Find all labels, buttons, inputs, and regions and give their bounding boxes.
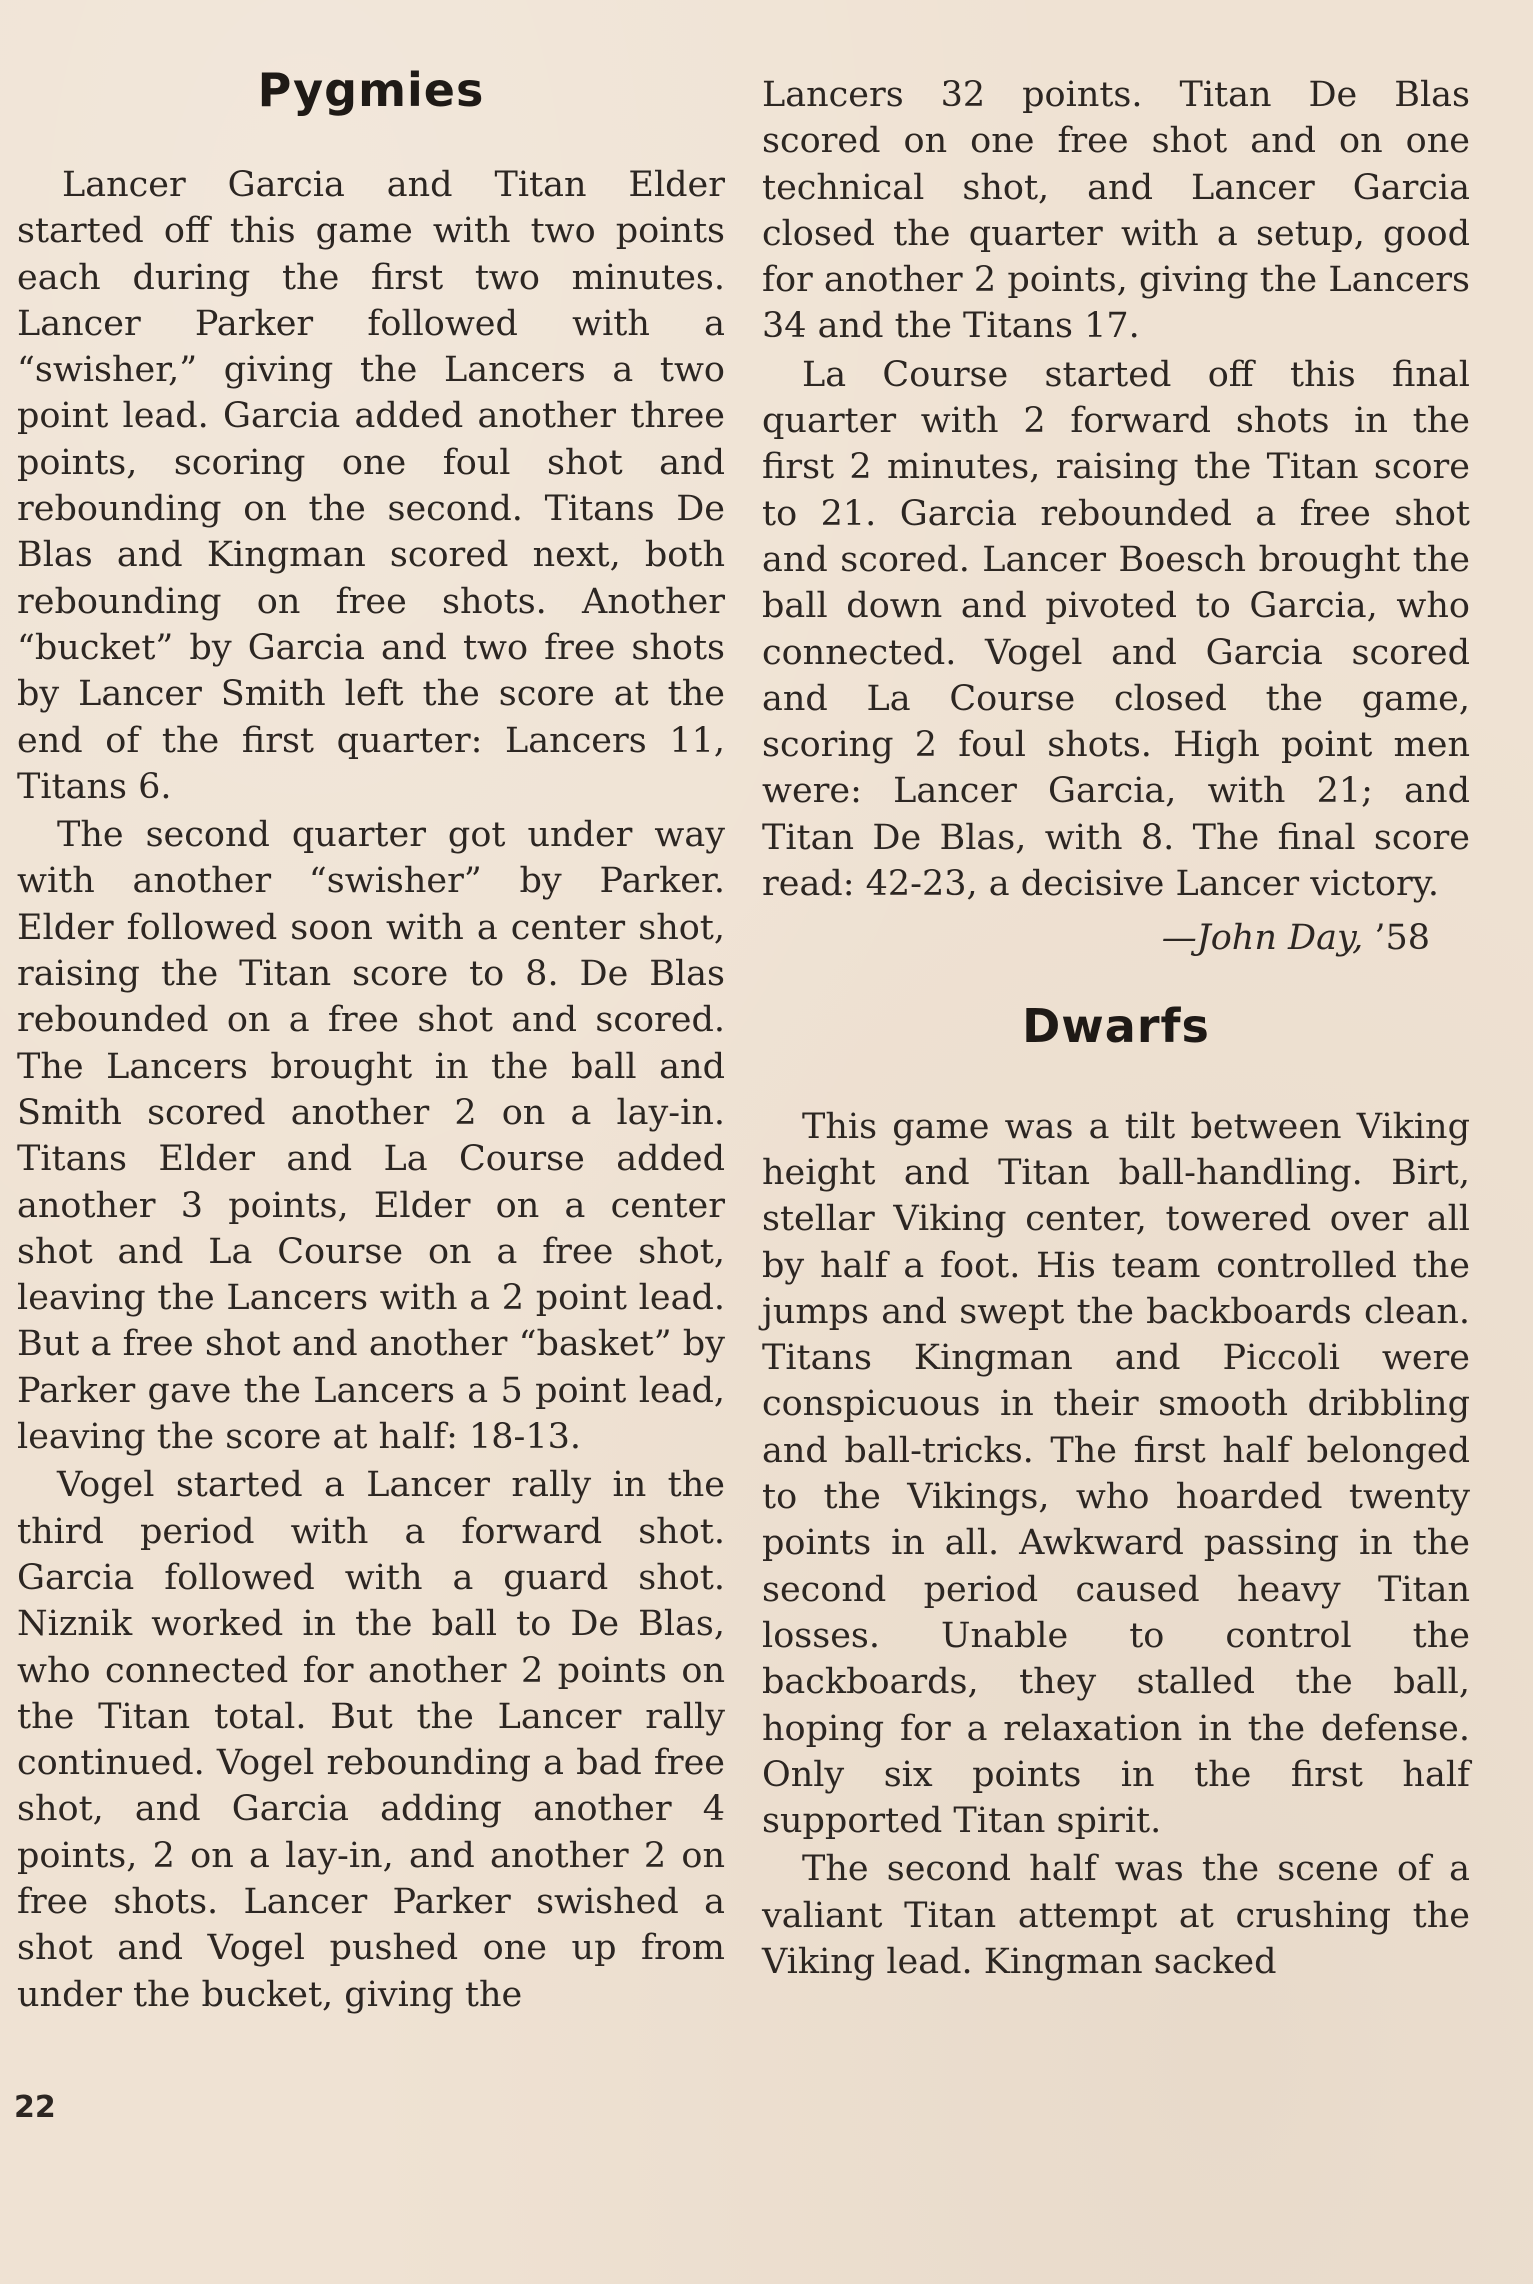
dwarfs-paragraph-2: The second half was the scene of a valiant Titan attempt at crushing the Viking lead. Kingman sacked <box>762 1849 1470 1982</box>
page-number: 22 <box>14 2090 56 2125</box>
pygmies-continuation: Lancers 32 points. Titan De Blas scored on one free shot and on one technical shot, and Lancer Garcia closed the quarter with a setup, good for another 2 points, giving the Lancers 34 and the Titans 17. <box>762 75 1470 347</box>
right-column <box>762 72 1470 1985</box>
author-year: ’58 <box>1363 918 1430 959</box>
dwarfs-heading: Dwarfs <box>1022 998 1210 1053</box>
author-name: —John Day, <box>1161 918 1364 959</box>
dwarfs-paragraph-1: This game was a tilt between Viking height and Titan ball-handling. Birt, stellar Viking center, towered over all by half a foot. His team controlled the jumps and swept the backboards clean. Titans Kingman and Piccoli were conspicuous in their smooth dribbling and ball-tricks. The first half belonged to the Vikings, who hoarded twenty points in all. Awkward passing in the second period caused heavy Titan losses. Unable to control the backboards, they stalled the ball, hoping for a relaxation in the defense. Only six points in the first half supported Titan spirit. <box>762 1106 1470 1842</box>
pygmies-paragraph-1: Lancer Garcia and Titan Elder started off this game with two points each during the first two minutes. Lancer Parker followed with a “swisher,” giving the Lancers a two point lead. Garcia added another three points, scoring one foul shot and rebounding on the second. Titans De Blas and Kingman scored next, both rebounding on free shots. Another “bucket” by Garcia and two free shots by Lancer Smith left the score at the end of the first quarter: Lancers 11, Titans 6. <box>17 165 725 807</box>
pygmies-paragraph-4: La Course started off this final quarter with 2 forward shots in the first 2 minutes, raising the Titan score to 21. Garcia rebounded a free shot and scored. Lancer Boesch brought the ball down and pivoted to Garcia, who connected. Vogel and Garcia scored and La Course closed the game, scoring 2 foul shots. High point men were: Lancer Garcia, with 21; and Titan De Blas, with 8. The final score read: 42-23, a decisive Lancer victory. <box>762 354 1470 905</box>
pygmies-paragraph-2: The second quarter got under way with another “swisher” by Parker. Elder followed soon with a center shot, raising the Titan score to 8. De Blas rebounded on a free shot and scored. The Lancers brought in the ball and Smith scored another 2 on a lay-in. Titans Elder and La Course added another 3 points, Elder on a center shot and La Course on a free shot, leaving the Lancers with a 2 point lead. But a free shot and another “basket” by Parker gave the Lancers a 5 point lead, leaving the score at half: 18-13. <box>17 815 725 1458</box>
pygmies-paragraph-3: Vogel started a Lancer rally in the third period with a forward shot. Garcia followed with a guard shot. Niznik worked in the ball to De Blas, who connected for another 2 points on the Titan total. But the Lancer rally continued. Vogel rebounding a bad free shot, and Garcia adding another 4 points, 2 on a lay-in, and another 2 on free shots. Lancer Parker swished a shot and Vogel pushed one up from under the bucket, giving the <box>17 1465 725 2015</box>
author-signature <box>762 915 1430 961</box>
left-column <box>17 62 725 2018</box>
pygmies-heading: Pygmies <box>257 63 485 117</box>
